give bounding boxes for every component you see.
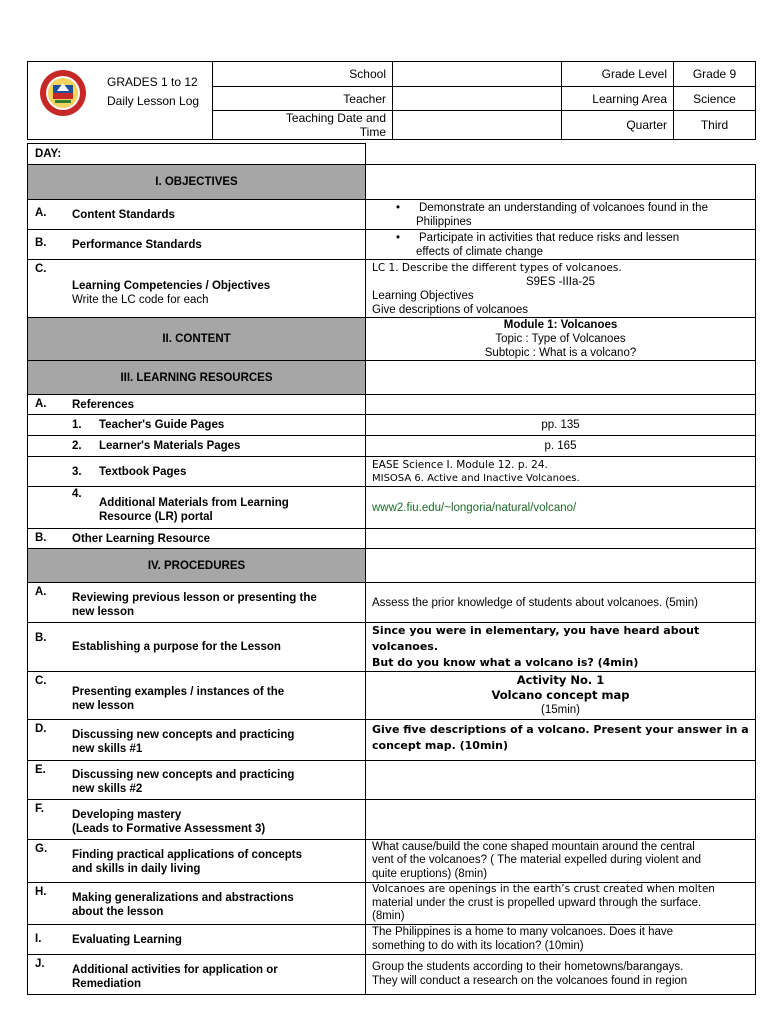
proc-c-label [28,672,366,720]
learners-materials-label [28,436,366,457]
proc-d-line2: concept map. (10min) [372,739,509,752]
proc-i-letter: I. [35,933,42,945]
proc-g-line3: quite eruptions) (8min) [372,867,488,880]
lesson-log-table [27,143,756,995]
textbook-pages-label [28,457,366,487]
proc-a-letter: A. [35,586,47,598]
proc-d-letter: D. [35,723,47,735]
day-label: DAY: [35,148,62,160]
proc-i-line1: The Philippines is a home to many volcanoes. Does it have [372,926,674,938]
procedures-heading: IV. PROCEDURES [28,549,366,583]
proc-f-value[interactable] [366,800,756,840]
learners-materials-value[interactable]: p. 165 [366,436,756,457]
proc-f-letter: F. [35,803,44,815]
references-value[interactable] [366,395,756,415]
learning-competencies-label [28,260,366,318]
content-standards-label [28,200,366,230]
learners-materials-text: Learner's Materials Pages [99,440,241,452]
textbook-line1: EASE Science I. Module 12. p. 24. [372,458,548,471]
textbook-pages-text: Textbook Pages [99,465,187,478]
teacher-label: Teacher [213,87,393,111]
textbook-line2: MISOSA 6. Active and Inactive Volcanoes. [372,472,580,484]
lc-code: S9ES -IIIa-25 [525,276,596,288]
proc-h-letter: H. [35,886,47,898]
school-field[interactable] [393,62,562,87]
teachers-guide-num: 1. [72,419,82,431]
grade-level-label: Grade Level [562,62,674,87]
teaching-date-label-line2: Time [359,125,386,139]
school-seal-icon [39,69,87,117]
proc-e-text1: Discussing new concepts and practicing [72,769,295,781]
header-table [27,61,756,140]
proc-d-line1: Give five descriptions of a volcano. Present your answer in a [372,723,749,736]
proc-d-label [28,720,366,761]
lc-objectives-heading: Learning Objectives [372,290,474,302]
proc-h-value[interactable] [366,883,756,925]
proc-f-text2: (Leads to Formative Assessment 3) [72,822,266,835]
proc-h-line3: (8min) [372,910,405,923]
grade-level-value[interactable]: Grade 9 [674,62,756,87]
teaching-date-label [213,111,393,140]
content-standards-bullet: • Demonstrate an understanding of volcanoes found in the Philippines [416,201,755,229]
proc-g-line1: What cause/build the cone shaped mountain around the central [372,840,695,853]
header-title-cell [28,62,213,140]
content-standards-value[interactable] [366,200,756,230]
proc-b-line1: Since you were in elementary, you have heard about volcanoes. [372,624,700,653]
learners-materials-num: 2. [72,440,82,452]
proc-d-text2: new skills #1 [72,743,143,755]
other-resource-label [28,529,366,549]
learning-competencies-value[interactable] [366,260,756,318]
proc-b-letter: B. [35,632,47,644]
proc-a-label [28,583,366,623]
proc-g-letter: G. [35,843,48,855]
school-label: School [213,62,393,87]
performance-standards-label [28,230,366,260]
proc-e-text2: new skills #2 [72,783,143,795]
lc-objectives-text: Give descriptions of volcanoes [372,304,528,316]
teachers-guide-value[interactable]: pp. 135 [366,415,756,436]
lr-portal-link[interactable]: www2.fiu.edu/~longoria/natural/volcano/ [366,487,756,529]
additional-materials-label [28,487,366,529]
proc-c-text2: new lesson [72,699,134,712]
learning-competencies-text: Learning Competencies / Objectives [72,279,271,292]
proc-i-text: Evaluating Learning [72,933,182,946]
content-subtopic: Subtopic : What is a volcano? [484,347,637,359]
textbook-pages-num: 3. [72,465,82,478]
log-title: Daily Lesson Log [107,94,200,108]
content-heading: II. CONTENT [28,318,366,361]
teachers-guide-label [28,415,366,436]
grades-label: GRADES 1 to 12 [107,75,198,89]
learning-competencies-subtext: Write the LC code for each [72,293,209,306]
objectives-heading: I. OBJECTIVES [28,165,366,200]
proc-d-text1: Discussing new concepts and practicing [72,729,295,741]
proc-g-text2: and skills in daily living [72,863,201,875]
activity-number: Activity No. 1 [516,673,605,687]
proc-i-line2: something to do with its location? (10min) [372,939,584,952]
proc-j-letter: J. [35,958,45,970]
teaching-date-label-line1: Teaching Date and [285,111,386,125]
additional-materials-text1: Additional Materials from Learning [99,496,289,509]
proc-j-label [28,955,366,995]
lc-line1: LC 1. Describe the different types of volcanoes. [372,262,622,274]
proc-c-text1: Presenting examples / instances of the [72,685,285,698]
content-standards-letter: A. [35,207,47,219]
proc-b-line2: But do you know what a volcano is? (4min) [372,656,639,669]
proc-j-line1: Group the students according to their hometowns/barangays. [372,961,684,973]
teachers-guide-text: Teacher's Guide Pages [99,419,225,431]
proc-g-text1: Finding practical applications of concepts [72,849,303,861]
proc-d-value[interactable] [366,720,756,761]
proc-h-line1: Volcanoes are openings in the earth’s crust created when molten [372,883,715,896]
additional-materials-text2: Resource (LR) portal [99,510,213,523]
procedures-heading-value [366,549,756,583]
performance-standards-value[interactable] [366,230,756,260]
content-standards-text: Content Standards [72,208,175,221]
proc-c-letter: C. [35,675,47,687]
textbook-pages-value[interactable] [366,457,756,487]
quarter-value[interactable]: Third [674,111,756,140]
other-resource-text: Other Learning Resource [72,532,211,545]
proc-j-text1: Additional activities for application or [72,963,278,976]
teacher-field[interactable] [393,87,562,111]
proc-g-line2: vent of the volcanoes? ( The material expelled during violent and [372,854,702,867]
performance-standards-bullet: • Participate in activities that reduce risks and lessen effects of climate change [416,231,755,259]
proc-j-value[interactable] [366,955,756,995]
learning-area-label: Learning Area [562,87,674,111]
content-module: Module 1: Volcanoes [503,319,618,331]
activity-duration: (15min) [541,704,580,716]
other-resource-letter: B. [35,532,47,544]
proc-e-label [28,761,366,800]
proc-b-text: Establishing a purpose for the Lesson [72,641,281,653]
proc-b-label [28,623,366,672]
proc-h-label [28,883,366,925]
quarter-label: Quarter [562,111,674,140]
teaching-date-field[interactable] [393,111,562,140]
learning-area-value[interactable]: Science [674,87,756,111]
content-value[interactable] [366,318,756,361]
learning-competencies-letter: C. [35,263,47,275]
proc-h-text1: Making generalizations and abstractions [72,891,294,904]
proc-i-value[interactable] [366,925,756,955]
references-letter: A. [35,398,47,410]
references-label [28,395,366,415]
proc-j-line2: They will conduct a research on the volcanoes found in region [372,974,688,987]
proc-c-value[interactable] [366,672,756,720]
content-topic: Topic : Type of Volcanoes [495,333,626,345]
additional-materials-num: 4. [72,487,82,500]
objectives-heading-value [366,165,756,200]
other-resource-value[interactable] [366,529,756,549]
proc-e-value[interactable] [366,761,756,800]
resources-heading: III. LEARNING RESOURCES [28,361,366,395]
day-value-cell[interactable] [366,144,756,165]
proc-g-value[interactable] [366,840,756,883]
proc-g-label [28,840,366,883]
performance-standards-letter: B. [35,237,47,249]
performance-standards-text: Performance Standards [72,238,202,251]
references-text: References [72,398,135,411]
proc-j-text2: Remediation [72,977,142,990]
proc-e-letter: E. [35,764,46,776]
proc-i-label [28,925,366,955]
activity-title: Volcano concept map [491,688,630,702]
proc-f-label [28,800,366,840]
proc-a-text1: Reviewing previous lesson or presenting the [72,591,317,604]
proc-a-text2: new lesson [72,605,134,618]
proc-f-text1: Developing mastery [72,808,182,821]
proc-h-line2: material under the crust is propelled upward through the surface. [372,896,702,909]
resources-heading-value [366,361,756,395]
day-label-cell [28,144,366,165]
proc-b-value[interactable] [366,623,756,672]
proc-h-text2: about the lesson [72,905,164,918]
proc-a-value[interactable]: Assess the prior knowledge of students about volcanoes. (5min) [366,583,756,623]
